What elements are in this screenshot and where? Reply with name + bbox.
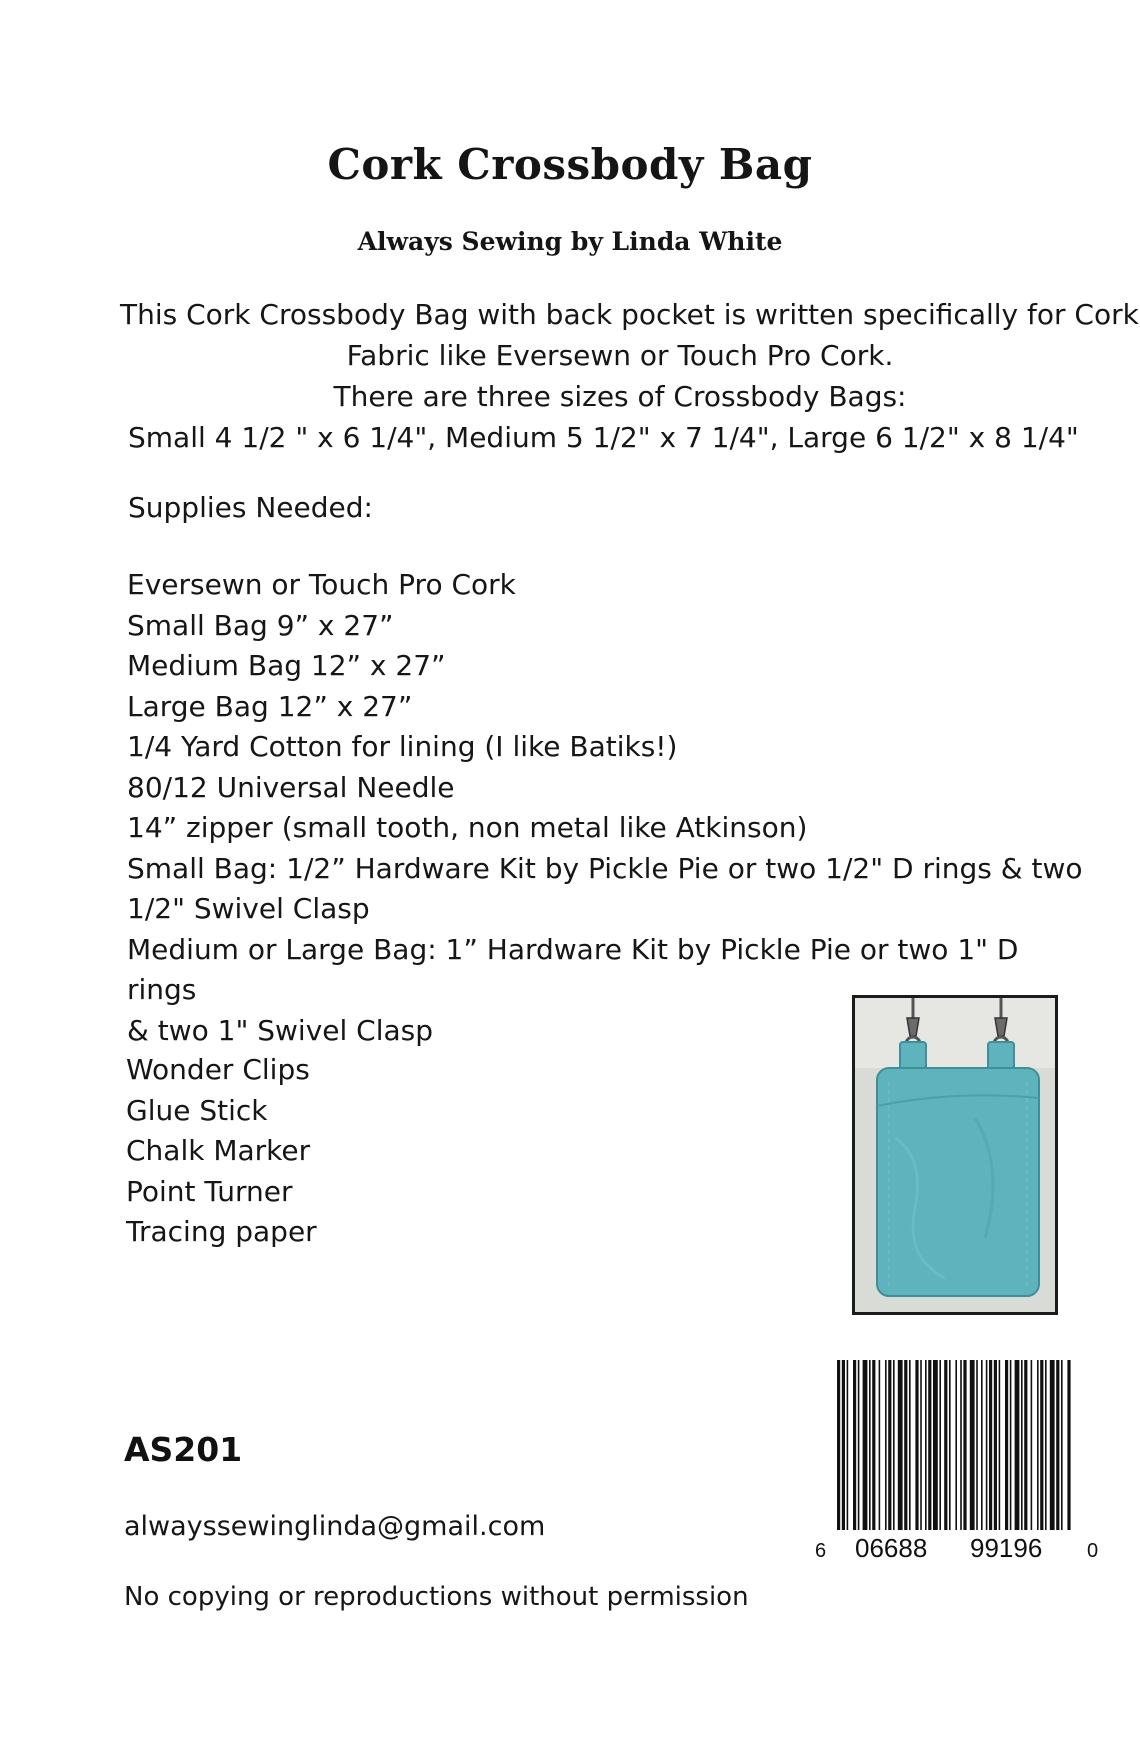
barcode-bar	[928, 1360, 931, 1530]
barcode-bar	[869, 1360, 871, 1530]
intro-paragraph	[120, 294, 1139, 458]
barcode-bar	[872, 1360, 875, 1530]
barcode-bar	[994, 1360, 997, 1530]
bag-photo	[852, 995, 1058, 1315]
tool-item: Glue Stick	[126, 1093, 268, 1127]
supplies-list	[127, 565, 1087, 1051]
barcode-bar	[893, 1360, 895, 1530]
barcode-graphic	[805, 1352, 1105, 1572]
barcode-bar	[888, 1360, 891, 1530]
contact-email: alwayssewinglinda@gmail.com	[124, 1511, 546, 1542]
upc-barcode	[805, 1352, 1105, 1572]
barcode-bar	[999, 1360, 1001, 1530]
product-code: AS201	[124, 1430, 243, 1469]
barcode-bar	[981, 1360, 983, 1530]
supply-item: Medium or Large Bag: 1” Hardware Kit by Pickle Pie or two 1" D rings	[127, 932, 1019, 1006]
barcode-bar	[1045, 1360, 1047, 1530]
sizes-line: Small 4 1/2 " x 6 1/4", Medium 5 1/2" x 7 1/4", Large 6 1/2" x 8 1/4"	[128, 421, 1079, 454]
barcode-bar	[1010, 1360, 1012, 1530]
barcode-bar	[960, 1360, 962, 1530]
tool-item: Chalk Marker	[126, 1134, 311, 1167]
barcode-bar	[933, 1360, 938, 1530]
intro-line: Fabric like Eversewn or Touch Pro Cork.	[346, 339, 894, 372]
barcode-bar	[963, 1360, 966, 1530]
barcode-bar	[1056, 1360, 1059, 1530]
barcode-bar	[1015, 1360, 1020, 1530]
barcode-bar	[909, 1360, 911, 1530]
supply-item: Large Bag 12” x 27”	[127, 689, 413, 723]
supplies-heading: Supplies Needed:	[128, 491, 373, 524]
supply-item: Eversewn or Touch Pro Cork	[127, 568, 516, 601]
supply-item: Medium Bag 12” x 27”	[127, 649, 446, 682]
supply-item: 14” zipper (small tooth, non metal like Atkinson)	[127, 811, 808, 844]
barcode-bar	[863, 1360, 868, 1530]
barcode-bar	[970, 1360, 975, 1530]
barcode-bar	[1021, 1360, 1023, 1530]
barcode-bar	[898, 1360, 903, 1530]
barcode-check-digit: 0	[1087, 1540, 1099, 1562]
barcode-bar	[904, 1360, 907, 1530]
supply-item: & two 1" Swivel Clasp	[127, 1013, 434, 1047]
barcode-bar	[976, 1360, 978, 1530]
intro-line: There are three sizes of Crossbody Bags:	[333, 380, 907, 413]
barcode-bar	[925, 1360, 927, 1530]
supply-item: 1/2" Swivel Clasp	[127, 892, 370, 925]
barcode-bar	[1050, 1360, 1055, 1530]
barcode-bar	[847, 1360, 849, 1530]
barcode-bar	[853, 1360, 856, 1530]
barcode-bar	[915, 1360, 918, 1530]
supply-item: Small Bag 9” x 27”	[127, 608, 394, 642]
barcode-bar	[989, 1360, 992, 1530]
barcode-bar	[1037, 1360, 1039, 1530]
barcode-bar	[986, 1360, 988, 1530]
copyright-notice: No copying or reproductions without permission	[124, 1582, 749, 1612]
barcode-bar	[944, 1360, 947, 1530]
bag-illustration	[855, 998, 1055, 1312]
barcode-bar	[1040, 1360, 1043, 1530]
barcode-bar	[858, 1360, 860, 1530]
tools-list	[126, 1050, 317, 1253]
supply-item: 80/12 Universal Needle	[127, 770, 455, 804]
barcode-left-digits: 06688	[855, 1533, 928, 1563]
supply-item: 1/4 Yard Cotton for lining (I like Batiks!)	[127, 730, 678, 763]
intro-line: This Cork Crossbody Bag with back pocket is written specifically for Cork	[120, 298, 1139, 331]
barcode-bar	[939, 1360, 941, 1530]
page-title: Cork Crossbody Bag	[327, 140, 813, 189]
tool-item: Tracing paper	[126, 1215, 317, 1248]
barcode-bar	[879, 1360, 881, 1530]
author-line: Always Sewing by Linda White	[357, 227, 783, 256]
supply-item: Small Bag: 1/2” Hardware Kit by Pickle Pie or two 1/2" D rings & two	[127, 851, 1083, 885]
barcode-lead-digit: 6	[815, 1540, 827, 1562]
barcode-right-digits: 99196	[970, 1533, 1043, 1563]
barcode-bar	[920, 1360, 922, 1530]
tool-item: Point Turner	[126, 1174, 293, 1208]
barcode-bar	[885, 1360, 887, 1530]
barcode-bar	[1005, 1360, 1008, 1530]
tool-item: Wonder Clips	[126, 1053, 310, 1086]
barcode-bar	[1031, 1360, 1033, 1530]
barcode-bar	[1024, 1360, 1027, 1530]
